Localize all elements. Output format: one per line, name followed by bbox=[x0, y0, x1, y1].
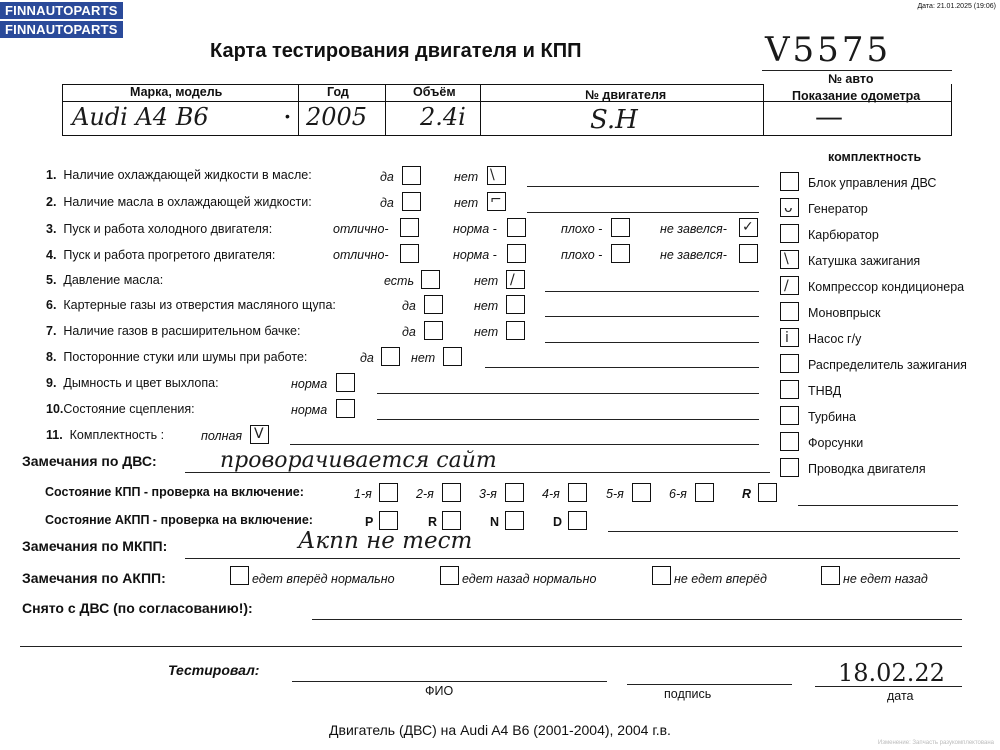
removed-line-2 bbox=[20, 646, 962, 647]
q4-excellent-checkbox[interactable] bbox=[400, 244, 419, 263]
kpp-gear-1-label: 1-я bbox=[354, 487, 372, 501]
akpp-line bbox=[608, 531, 958, 532]
brand-badge-1: FINNAUTOPARTS bbox=[0, 2, 123, 19]
q6-da-label: да bbox=[402, 299, 416, 313]
page-title: Карта тестирования двигателя и КПП bbox=[210, 40, 582, 62]
kit-checkbox-1[interactable]: ᴗ bbox=[780, 198, 799, 217]
kit-item-8: ТНВД bbox=[808, 384, 842, 398]
kit-checkbox-3[interactable]: \ bbox=[780, 250, 799, 269]
q6: 6. Картерные газы из отверстия масляного щупа: bbox=[46, 298, 336, 312]
kpp-gear-5-checkbox[interactable] bbox=[632, 483, 651, 502]
code-underline bbox=[762, 70, 952, 71]
kpp-gear-r-label: R bbox=[742, 487, 752, 501]
col-engine-no: № двигателя bbox=[585, 88, 667, 102]
q1-da-checkbox[interactable] bbox=[402, 166, 421, 185]
watermark: Изменение: Запчасть разукомплектована bbox=[877, 740, 994, 746]
q3-bad-label: плохо - bbox=[561, 222, 603, 236]
q10-normal-label: норма bbox=[291, 403, 328, 417]
q2-net-label: нет bbox=[454, 196, 479, 210]
print-date: Дата: 21.01.2025 (19:06) bbox=[917, 3, 996, 10]
kit-title: комплектность bbox=[828, 150, 922, 164]
q8-net-checkbox[interactable] bbox=[443, 347, 462, 366]
tested-label: Тестировал: bbox=[168, 662, 260, 678]
akpp-gear-d-label: D bbox=[553, 515, 563, 529]
q9-normal-checkbox[interactable] bbox=[336, 373, 355, 392]
q9-line bbox=[377, 393, 759, 394]
q4-nostart-checkbox[interactable] bbox=[739, 244, 758, 263]
kit-item-5: Моновпрыск bbox=[808, 306, 881, 320]
dvs-remarks-label: Замечания по ДВС: bbox=[22, 453, 157, 469]
auto-no-label: № авто bbox=[828, 72, 874, 86]
akpp-remarks-label: Замечания по АКПП: bbox=[22, 570, 166, 586]
q4-nostart-label: не завелся- bbox=[660, 248, 727, 262]
q7-da-label: да bbox=[402, 325, 416, 339]
engine-no-value: S.H bbox=[590, 105, 638, 135]
q11-line bbox=[290, 444, 759, 445]
fio-line bbox=[292, 681, 607, 682]
kit-checkbox-8[interactable] bbox=[780, 380, 799, 399]
q2-line bbox=[527, 212, 759, 213]
q5-yes-label: есть bbox=[384, 274, 415, 288]
q5-no-checkbox[interactable]: / bbox=[506, 270, 525, 289]
q1-da-label: да bbox=[380, 170, 394, 184]
year-value: 2005 bbox=[306, 103, 368, 131]
akpp-gear-p-label: P bbox=[365, 515, 374, 529]
q2: 2. Наличие масла в охлаждающей жидкости: bbox=[46, 195, 312, 209]
kit-item-9: Турбина bbox=[808, 410, 856, 424]
akpp-back-fail-label: не едет назад bbox=[843, 572, 928, 586]
kpp-label: Состояние КПП - проверка на включение: bbox=[45, 485, 304, 499]
model-value: Audi A4 B6 bbox=[72, 103, 209, 131]
q5-line bbox=[545, 291, 759, 292]
kpp-gear-3-checkbox[interactable] bbox=[505, 483, 524, 502]
kit-item-10: Форсунки bbox=[808, 436, 864, 450]
kit-checkbox-9[interactable] bbox=[780, 406, 799, 425]
mkpp-remarks-label: Замечания по МКПП: bbox=[22, 538, 168, 554]
q4-excellent-label: отлично- bbox=[333, 248, 389, 262]
q4-bad-label: плохо - bbox=[561, 248, 603, 262]
q10-line bbox=[377, 419, 759, 420]
dvs-remarks-value: проворачивается сайт bbox=[220, 448, 497, 473]
q11: 11. Комплектность : bbox=[46, 428, 165, 442]
akpp-forward-fail-checkbox[interactable] bbox=[652, 566, 671, 585]
akpp-gear-r-label: R bbox=[428, 515, 438, 529]
kit-checkbox-11[interactable] bbox=[780, 458, 799, 477]
signature-label: подпись bbox=[664, 687, 712, 701]
date-line bbox=[815, 686, 962, 687]
q3-bad-checkbox[interactable] bbox=[611, 218, 630, 237]
fio-label: ФИО bbox=[425, 684, 454, 698]
dvs-remarks-line bbox=[185, 472, 770, 473]
kit-item-4: Компрессор кондиционера bbox=[808, 280, 965, 294]
q6-net-label: нет bbox=[474, 299, 499, 313]
q7: 7. Наличие газов в расширительном бачке: bbox=[46, 324, 301, 338]
akpp-label: Состояние АКПП - проверка на включение: bbox=[45, 513, 313, 527]
kpp-line bbox=[798, 505, 958, 506]
q8-net-label: нет bbox=[411, 351, 436, 365]
q2-da-label: да bbox=[380, 196, 394, 210]
kit-item-11: Проводка двигателя bbox=[808, 462, 926, 476]
q5: 5. Давление масла: bbox=[46, 273, 164, 287]
kpp-gear-r-checkbox[interactable] bbox=[758, 483, 777, 502]
brand-badge-2: FINNAUTOPARTS bbox=[0, 21, 123, 38]
q2-da-checkbox[interactable] bbox=[402, 192, 421, 211]
q6-net-checkbox[interactable] bbox=[506, 295, 525, 314]
volume-value: 2.4i bbox=[420, 103, 466, 131]
kit-checkbox-2[interactable] bbox=[780, 224, 799, 243]
q6-da-checkbox[interactable] bbox=[424, 295, 443, 314]
kpp-gear-2-label: 2-я bbox=[416, 487, 434, 501]
akpp-back-ok-label: едет назад нормально bbox=[462, 572, 597, 586]
akpp-gear-n-label: N bbox=[490, 515, 500, 529]
q7-line bbox=[545, 342, 759, 343]
col-year: Год bbox=[327, 85, 349, 99]
akpp-gear-n-checkbox[interactable] bbox=[505, 511, 524, 530]
q1-line bbox=[527, 186, 759, 187]
kit-checkbox-7[interactable] bbox=[780, 354, 799, 373]
odometer-value: — bbox=[815, 100, 843, 133]
kit-item-7: Распределитель зажигания bbox=[808, 358, 967, 372]
date-value: 18.02.22 bbox=[838, 659, 945, 687]
kpp-gear-3-label: 3-я bbox=[479, 487, 497, 501]
kit-checkbox-5[interactable] bbox=[780, 302, 799, 321]
akpp-back-ok-checkbox[interactable] bbox=[440, 566, 459, 585]
col-volume: Объём bbox=[413, 85, 456, 99]
q10-normal-checkbox[interactable] bbox=[336, 399, 355, 418]
q4-bad-checkbox[interactable] bbox=[611, 244, 630, 263]
kpp-gear-6-label: 6-я bbox=[669, 487, 687, 501]
kit-item-1: Генератор bbox=[808, 202, 868, 216]
akpp-back-fail-checkbox[interactable] bbox=[821, 566, 840, 585]
mkpp-remarks-line bbox=[185, 558, 960, 559]
kit-item-2: Карбюратор bbox=[808, 228, 879, 242]
kit-checkbox-0[interactable] bbox=[780, 172, 799, 191]
q4-normal-label: норма - bbox=[453, 248, 497, 262]
caption: Двигатель (ДВС) на Audi A4 B6 (2001-2004), 2004 г.в. bbox=[329, 722, 671, 738]
q3-nostart-label: не завелся- bbox=[660, 222, 727, 236]
kit-item-3: Катушка зажигания bbox=[808, 254, 921, 268]
q5-no-label: нет bbox=[474, 274, 499, 288]
q3: 3. Пуск и работа холодного двигателя: bbox=[46, 222, 273, 236]
date-label: дата bbox=[887, 689, 914, 703]
q11-full-label: полная bbox=[201, 429, 243, 443]
q8-line bbox=[485, 367, 759, 368]
removed-line-1 bbox=[312, 619, 962, 620]
kit-checkbox-6[interactable]: i bbox=[780, 328, 799, 347]
q1-net-checkbox[interactable]: \ bbox=[487, 166, 506, 185]
kpp-gear-4-checkbox[interactable] bbox=[568, 483, 587, 502]
kpp-gear-5-label: 5-я bbox=[606, 487, 624, 501]
kpp-gear-4-label: 4-я bbox=[542, 487, 560, 501]
kit-item-6: Насос г/у bbox=[808, 332, 862, 346]
q7-da-checkbox[interactable] bbox=[424, 321, 443, 340]
odometer-label: Показание одометра bbox=[792, 89, 921, 103]
q3-nostart-checkbox[interactable]: ✓ bbox=[739, 218, 758, 237]
mkpp-remarks-value: Акпп не тест bbox=[298, 528, 473, 554]
model-dot: • bbox=[285, 108, 290, 124]
q7-net-checkbox[interactable] bbox=[506, 321, 525, 340]
q8-da-checkbox[interactable] bbox=[381, 347, 400, 366]
q1-net-label: нет bbox=[454, 170, 479, 184]
q4-normal-checkbox[interactable] bbox=[507, 244, 526, 263]
removed-label: Снято с ДВС (по согласованию!): bbox=[22, 600, 253, 616]
kit-checkbox-4[interactable]: / bbox=[780, 276, 799, 295]
q8-da-label: да bbox=[360, 351, 374, 365]
kit-checkbox-10[interactable] bbox=[780, 432, 799, 451]
akpp-forward-ok-label: едет вперёд нормально bbox=[252, 572, 395, 586]
q3-normal-label: норма - bbox=[453, 222, 497, 236]
q1: 1. Наличие охлаждающей жидкости в масле: bbox=[46, 168, 312, 182]
q6-line bbox=[545, 316, 759, 317]
q2-net-checkbox[interactable]: ⌐ bbox=[487, 192, 506, 211]
kpp-gear-1-checkbox[interactable] bbox=[379, 483, 398, 502]
q7-net-label: нет bbox=[474, 325, 499, 339]
code-handwritten: V5575 bbox=[765, 30, 892, 70]
q3-excellent-checkbox[interactable] bbox=[400, 218, 419, 237]
kpp-gear-2-checkbox[interactable] bbox=[442, 483, 461, 502]
akpp-gear-d-checkbox[interactable] bbox=[568, 511, 587, 530]
col-model: Марка, модель bbox=[130, 85, 223, 99]
q11-full-checkbox[interactable]: V bbox=[250, 425, 269, 444]
q9: 9. Дымность и цвет выхлопа: bbox=[46, 376, 219, 390]
q4: 4. Пуск и работа прогретого двигателя: bbox=[46, 248, 276, 262]
kit-item-0: Блок управления ДВС bbox=[808, 176, 937, 190]
akpp-forward-fail-label: не едет вперёд bbox=[674, 572, 767, 586]
q8: 8. Посторонние стуки или шумы при работе: bbox=[46, 350, 308, 364]
q3-normal-checkbox[interactable] bbox=[507, 218, 526, 237]
signature-line bbox=[627, 684, 792, 685]
q3-excellent-label: отлично- bbox=[333, 222, 389, 236]
akpp-forward-ok-checkbox[interactable] bbox=[230, 566, 249, 585]
q5-yes-checkbox[interactable] bbox=[421, 270, 440, 289]
q9-normal-label: норма bbox=[291, 377, 328, 391]
kpp-gear-6-checkbox[interactable] bbox=[695, 483, 714, 502]
q10: 10.Состояние сцепления: bbox=[46, 402, 195, 416]
